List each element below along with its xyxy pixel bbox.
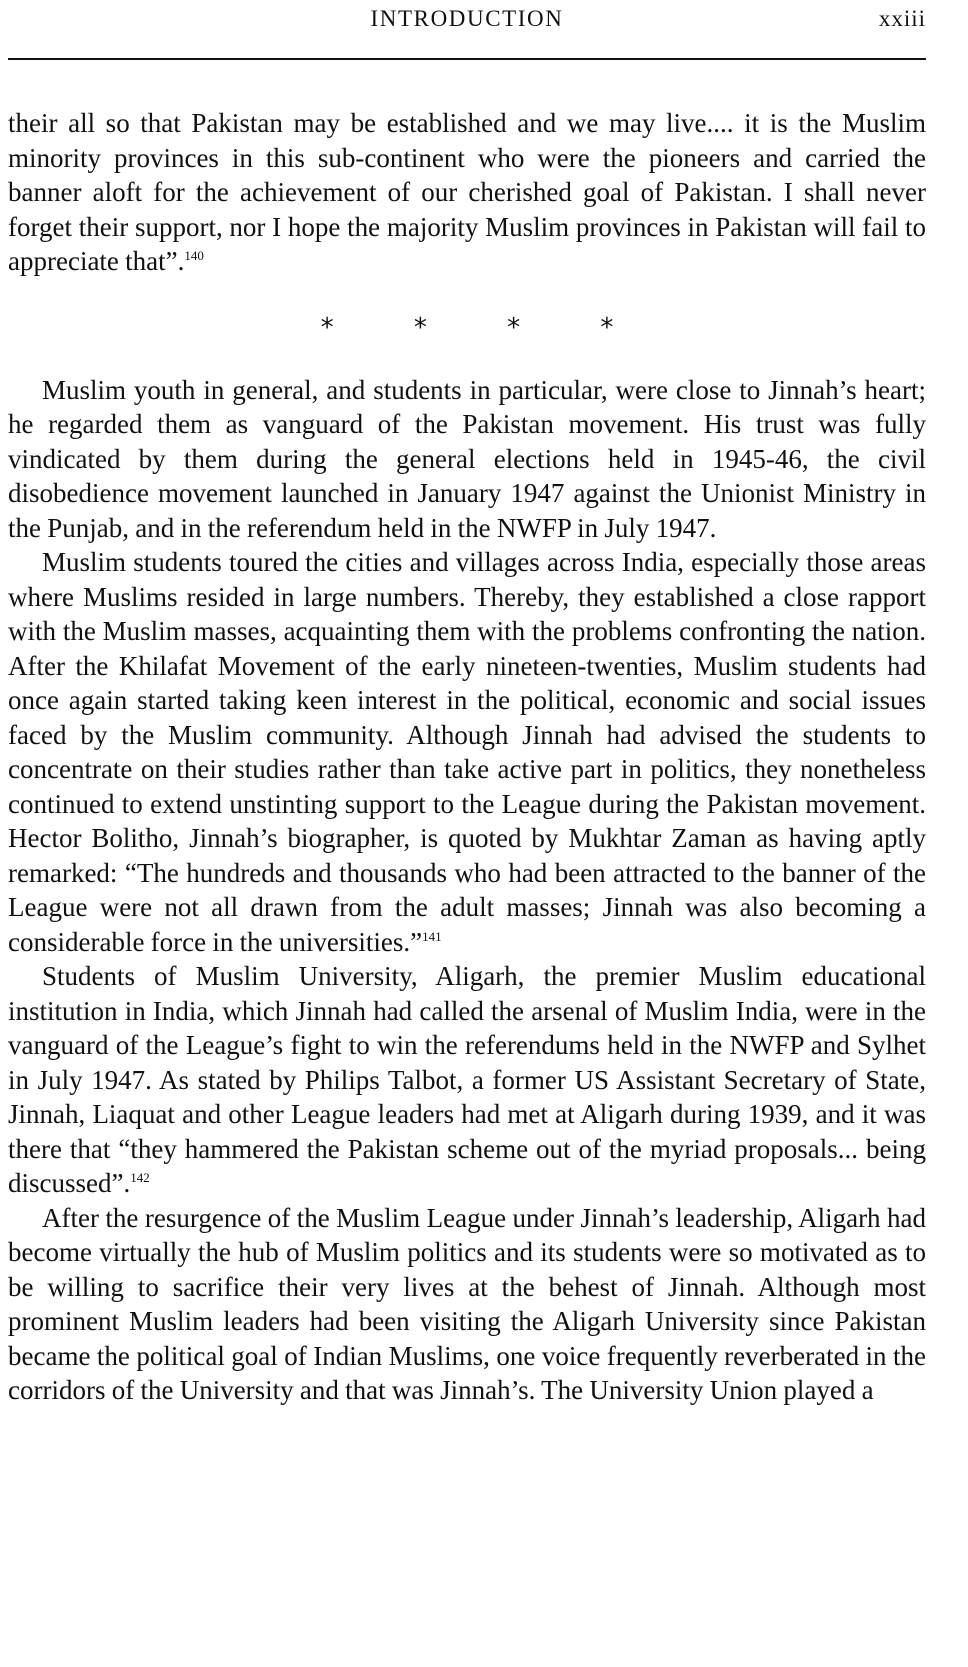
- paragraph-text: Muslim students toured the cities and villages across India, especially those areas where Muslims resided in large numbers. Thereby, they established a close rapport with the Muslim masses, acquainting them with the problems confronting the nation. After the Khilafat Movement of the early nineteen-twenties, Muslim students had once again started taking keen interest in the political, economic and social issues faced by the Muslim community. Although Jinnah had advised the students to concentrate on their studies rather than take active part in politics, they nonetheless continued to extend unstinting support to the League during the Pakistan movement. Hector Bolitho, Jinnah’s biographer, is quoted by Mukhtar Zaman as having aptly remarked: “The hundreds and thousands who had been attracted to the banner of the League were not all drawn from the adult masses; Jinnah was also becoming a considerable force in the universities.”: [8, 547, 926, 957]
- paragraph-1: [8, 106, 926, 279]
- paragraph-text: Students of Muslim University, Aligarh, the premier Muslim educational institution in India, which Jinnah had called the arsenal of Muslim India, were in the vanguard of the League’s fight to win the referendums held in the NWFP and Sylhet in July 1947. As stated by Philips Talbot, a former US Assistant Secretary of State, Jinnah, Liaquat and other League leaders had met at Aligarh during 1939, and it was there that “they hammered the Pakistan scheme out of the myriad proposals... being discussed”.: [8, 961, 926, 1198]
- footnote-marker: 141: [422, 928, 442, 944]
- running-header: [8, 0, 926, 62]
- footnote-marker: 140: [184, 248, 204, 263]
- running-title: INTRODUCTION: [370, 6, 564, 31]
- paragraph-2: [8, 373, 926, 546]
- paragraph-5: [8, 1201, 926, 1408]
- paragraph-3: [8, 545, 926, 959]
- paragraph-4: [8, 959, 926, 1201]
- section-break: * * * *: [320, 312, 650, 343]
- header-rule: [8, 58, 926, 60]
- paragraph-text: After the resurgence of the Muslim League under Jinnah’s leadership, Aligarh had become virtually the hub of Muslim politics and its students were so motivated as to be willing to sacrifice their very lives at the behest of Jinnah. Although most prominent Muslim leaders had been visiting the Aligarh University since Pakistan became the political goal of Indian Muslims, one voice frequently reverberated in the corridors of the University and that was Jinnah’s. The University Union played a: [8, 1202, 926, 1405]
- paragraph-text: Muslim youth in general, and students in particular, were close to Jinnah’s heart; he regarded them as vanguard of the Pakistan movement. His trust was fully vindicated by them during the general elections held in 1945-46, the civil disobedience movement launched in January 1947 against the Unionist Ministry in the Punjab, and in the referendum held in the NWFP in July 1947.: [8, 374, 926, 543]
- page-number: xxiii: [878, 6, 926, 31]
- footnote-marker: 142: [130, 1170, 150, 1185]
- paragraph-text: their all so that Pakistan may be established and we may live.... it is the Muslim minority provinces in this sub-continent who were the pioneers and carried the banner aloft for the achievement of our cherished goal of Pakistan. I shall never forget their support, nor I hope the majority Muslim provinces in Pakistan will fail to appreciate that”.: [8, 108, 926, 276]
- body-text: [8, 62, 926, 1408]
